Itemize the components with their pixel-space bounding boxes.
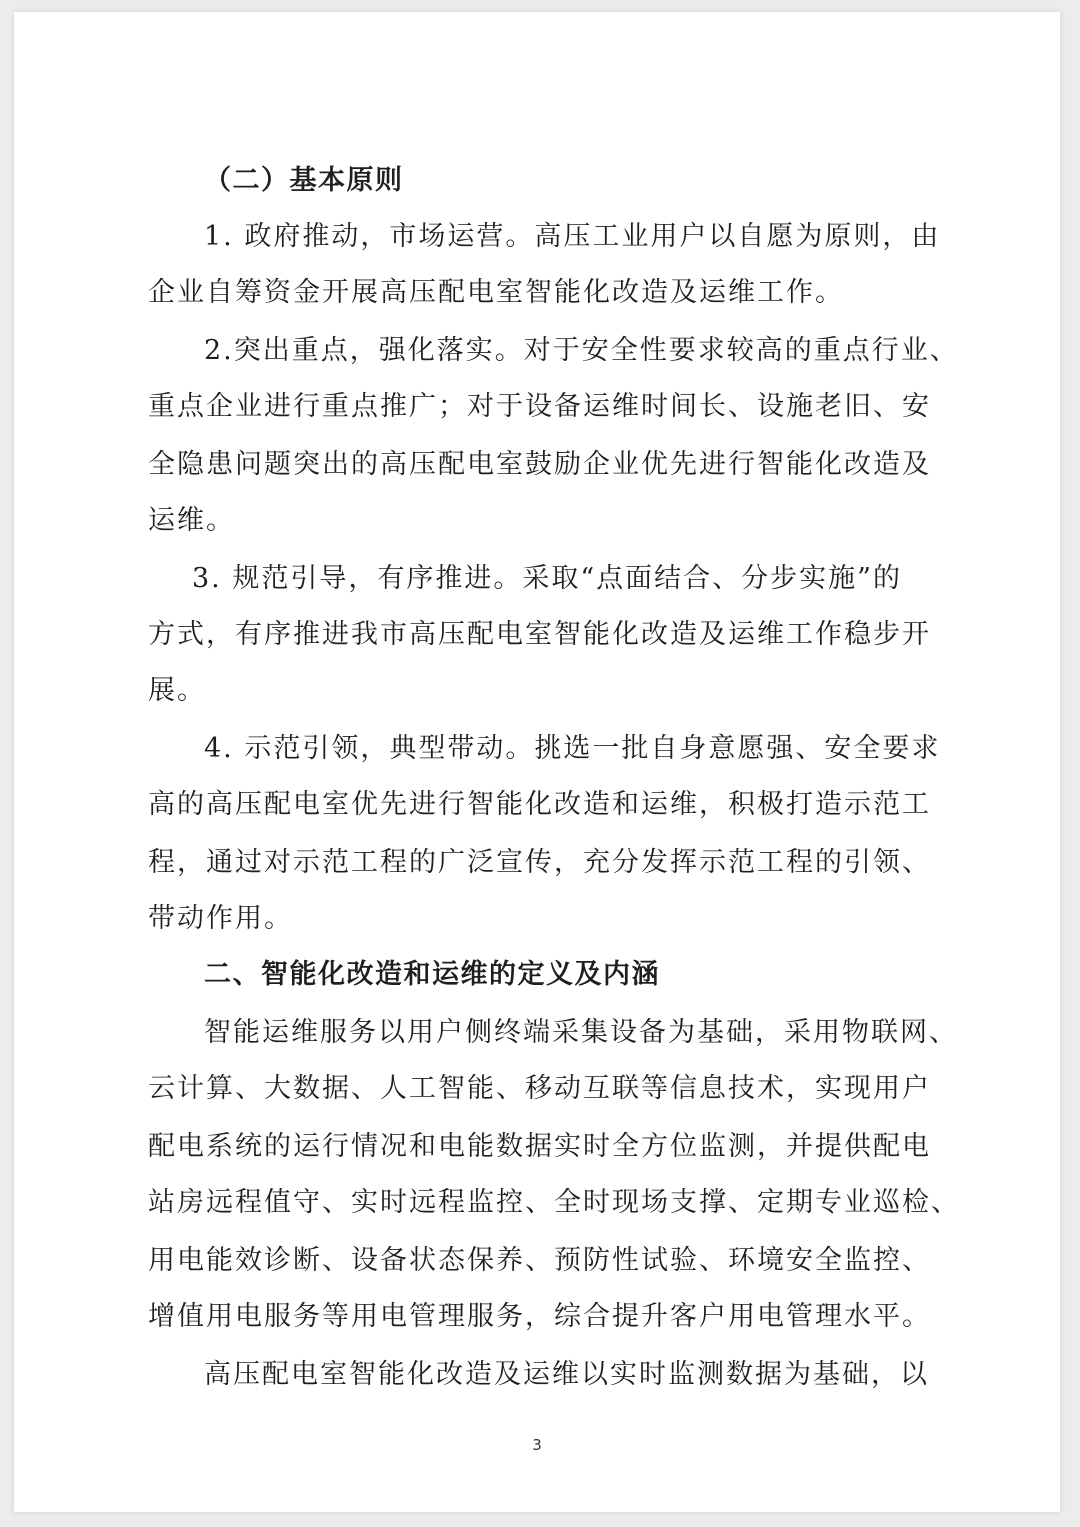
text-line: 4. 示范引领，典型带动。挑选一批自身意愿强、安全要求 bbox=[204, 733, 941, 764]
text-line: 用电能效诊断、设备状态保养、预防性试验、环境安全监控、 bbox=[148, 1245, 931, 1276]
text-line: 2.突出重点，强化落实。对于安全性要求较高的重点行业、 bbox=[204, 335, 959, 366]
section-heading-basic-principles: （二）基本原则 bbox=[204, 165, 404, 196]
text-line: 重点企业进行重点推广；对于设备运维时间长、设施老旧、安 bbox=[148, 391, 931, 422]
text-line: 高压配电室智能化改造及运维以实时监测数据为基础，以 bbox=[204, 1359, 929, 1390]
text-line: 增值用电服务等用电管理服务，综合提升客户用电管理水平。 bbox=[148, 1301, 931, 1332]
text-line: 运维。 bbox=[148, 505, 235, 536]
document-page bbox=[14, 12, 1060, 1512]
text-line: 云计算、大数据、人工智能、移动互联等信息技术，实现用户 bbox=[148, 1073, 931, 1104]
text-line: 站房远程值守、实时远程监控、全时现场支撑、定期专业巡检、 bbox=[148, 1187, 960, 1218]
text-line: 方式，有序推进我市高压配电室智能化改造及运维工作稳步开 bbox=[148, 619, 931, 650]
text-line: 展。 bbox=[148, 675, 206, 706]
text-line: 程，通过对示范工程的广泛宣传，充分发挥示范工程的引领、 bbox=[148, 847, 931, 878]
page-number: 3 bbox=[532, 1436, 542, 1454]
text-line: 高的高压配电室优先进行智能化改造和运维，积极打造示范工 bbox=[148, 789, 931, 820]
text-line: 3. 规范引导，有序推进。采取“点面结合、分步实施”的 bbox=[192, 563, 902, 594]
text-line: 带动作用。 bbox=[148, 903, 293, 934]
text-line: 配电系统的运行情况和电能数据实时全方位监测，并提供配电 bbox=[148, 1131, 931, 1162]
text-line: 1. 政府推动，市场运营。高压工业用户以自愿为原则，由 bbox=[204, 221, 941, 252]
text-line: 企业自筹资金开展高压配电室智能化改造及运维工作。 bbox=[148, 277, 844, 308]
text-line: 智能运维服务以用户侧终端采集设备为基础，采用物联网、 bbox=[204, 1017, 958, 1048]
section-heading-definition: 二、智能化改造和运维的定义及内涵 bbox=[204, 959, 660, 990]
text-line: 全隐患问题突出的高压配电室鼓励企业优先进行智能化改造及 bbox=[148, 449, 931, 480]
